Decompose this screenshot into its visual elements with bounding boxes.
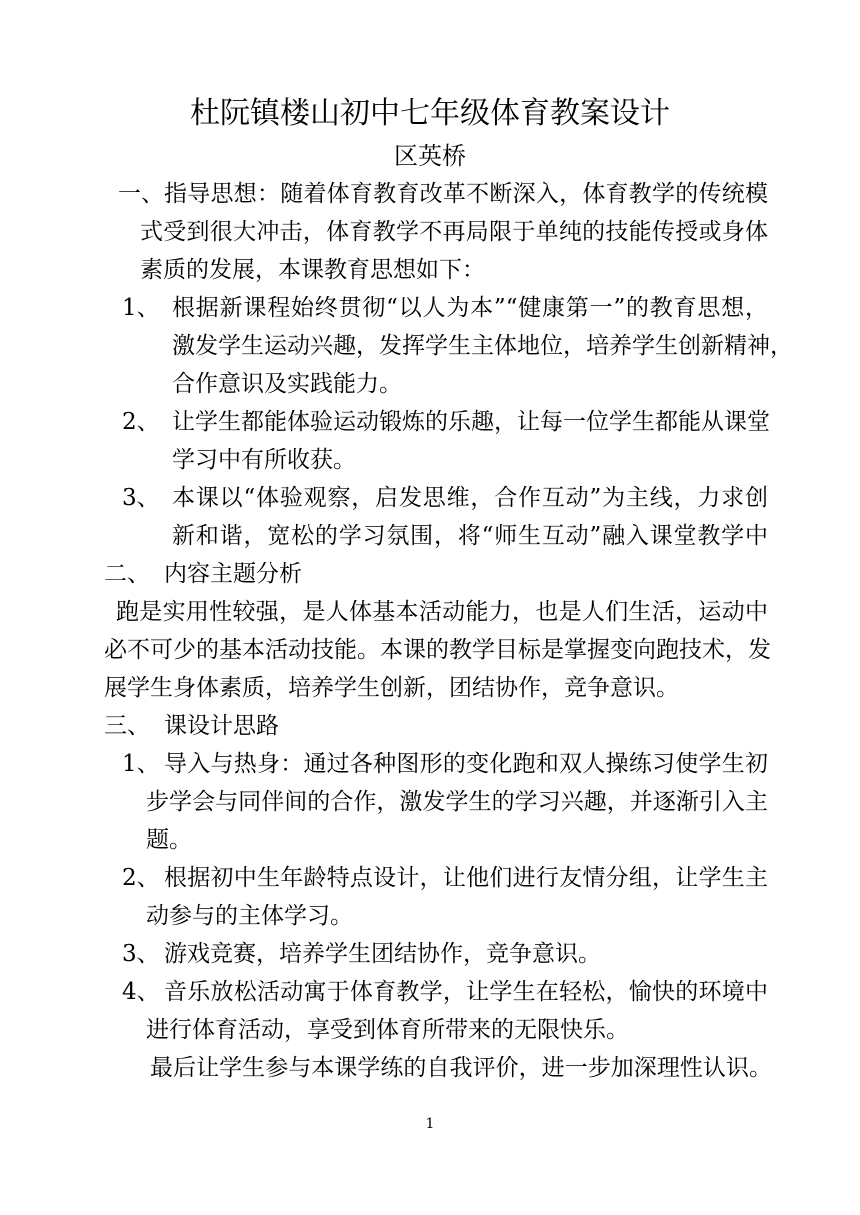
list-item-line: 激发学生运动兴趣，发挥学生主体地位，培养学生创新精神，	[172, 333, 793, 359]
list-item-line: 本课以“体验观察，启发思维，合作互动”为主线，力求创	[172, 485, 768, 511]
section-heading-line: 指导思想：随着体育教育改革不断深入，体育教学的传统模	[164, 181, 768, 207]
list-item-line: 让学生都能体验运动锻炼的乐趣，让每一位学生都能从课堂	[172, 409, 770, 435]
list-item-line: 合作意识及实践能力。	[172, 371, 402, 397]
list-item-number: 1、	[122, 751, 160, 777]
list-item-line: 动参与的主体学习。	[146, 903, 353, 929]
section-number: 三、	[104, 713, 150, 739]
list-item-number: 2、	[122, 409, 160, 435]
paragraph-line: 跑是实用性较强，是人体基本活动能力，也是人们生活，运动中	[116, 599, 768, 625]
list-item-line: 新和谐，宽松的学习氛围，将“师生互动”融入课堂教学中	[172, 523, 768, 549]
paragraph-line: 必不可少的基本活动技能。本课的教学目标是掌握变向跑技术，发	[104, 637, 771, 663]
list-item-number: 3、	[122, 941, 160, 967]
paragraph-line: 展学生身体素质，培养学生创新，团结协作，竞争意识。	[104, 675, 679, 701]
author-name: 区英桥	[394, 142, 466, 170]
list-item-number: 1、	[122, 295, 160, 321]
list-item-number: 3、	[122, 485, 160, 511]
section-number: 一、	[118, 181, 164, 207]
list-item-line: 根据新课程始终贯彻“以人为本”“健康第一”的教育思想，	[172, 295, 768, 321]
list-item-line: 学习中有所收获。	[172, 447, 356, 473]
section-heading-line: 式受到很大冲击，体育教学不再局限于单纯的技能传授或身体	[140, 219, 768, 245]
section-heading-line: 素质的发展，本课教育思想如下：	[140, 257, 485, 283]
list-item-line: 音乐放松活动寓于体育教学，让学生在轻松，愉快的环境中	[164, 979, 768, 1005]
section-heading: 内容主题分析	[164, 561, 302, 587]
document-title: 杜阮镇楼山初中七年级体育教案设计	[190, 96, 670, 131]
section-heading: 课设计思路	[164, 713, 279, 739]
section-number: 二、	[104, 561, 150, 587]
list-item-number: 4、	[122, 979, 160, 1005]
page-number: 1	[425, 1116, 435, 1132]
list-item-line: 游戏竞赛，培养学生团结协作，竞争意识。	[164, 941, 601, 967]
list-item-line: 导入与热身：通过各种图形的变化跑和双人操练习使学生初	[164, 751, 768, 777]
list-item-number: 2、	[122, 865, 160, 891]
list-item-line: 根据初中生年龄特点设计，让他们进行友情分组，让学生主	[164, 865, 768, 891]
list-item-line: 题。	[146, 827, 192, 853]
closing-paragraph: 最后让学生参与本课学练的自我评价，进一步加深理性认识。	[150, 1055, 772, 1081]
list-item-line: 步学会与同伴间的合作，激发学生的学习兴趣，并逐渐引入主	[146, 789, 768, 815]
list-item-line: 进行体育活动，享受到体育所带来的无限快乐。	[146, 1017, 629, 1043]
